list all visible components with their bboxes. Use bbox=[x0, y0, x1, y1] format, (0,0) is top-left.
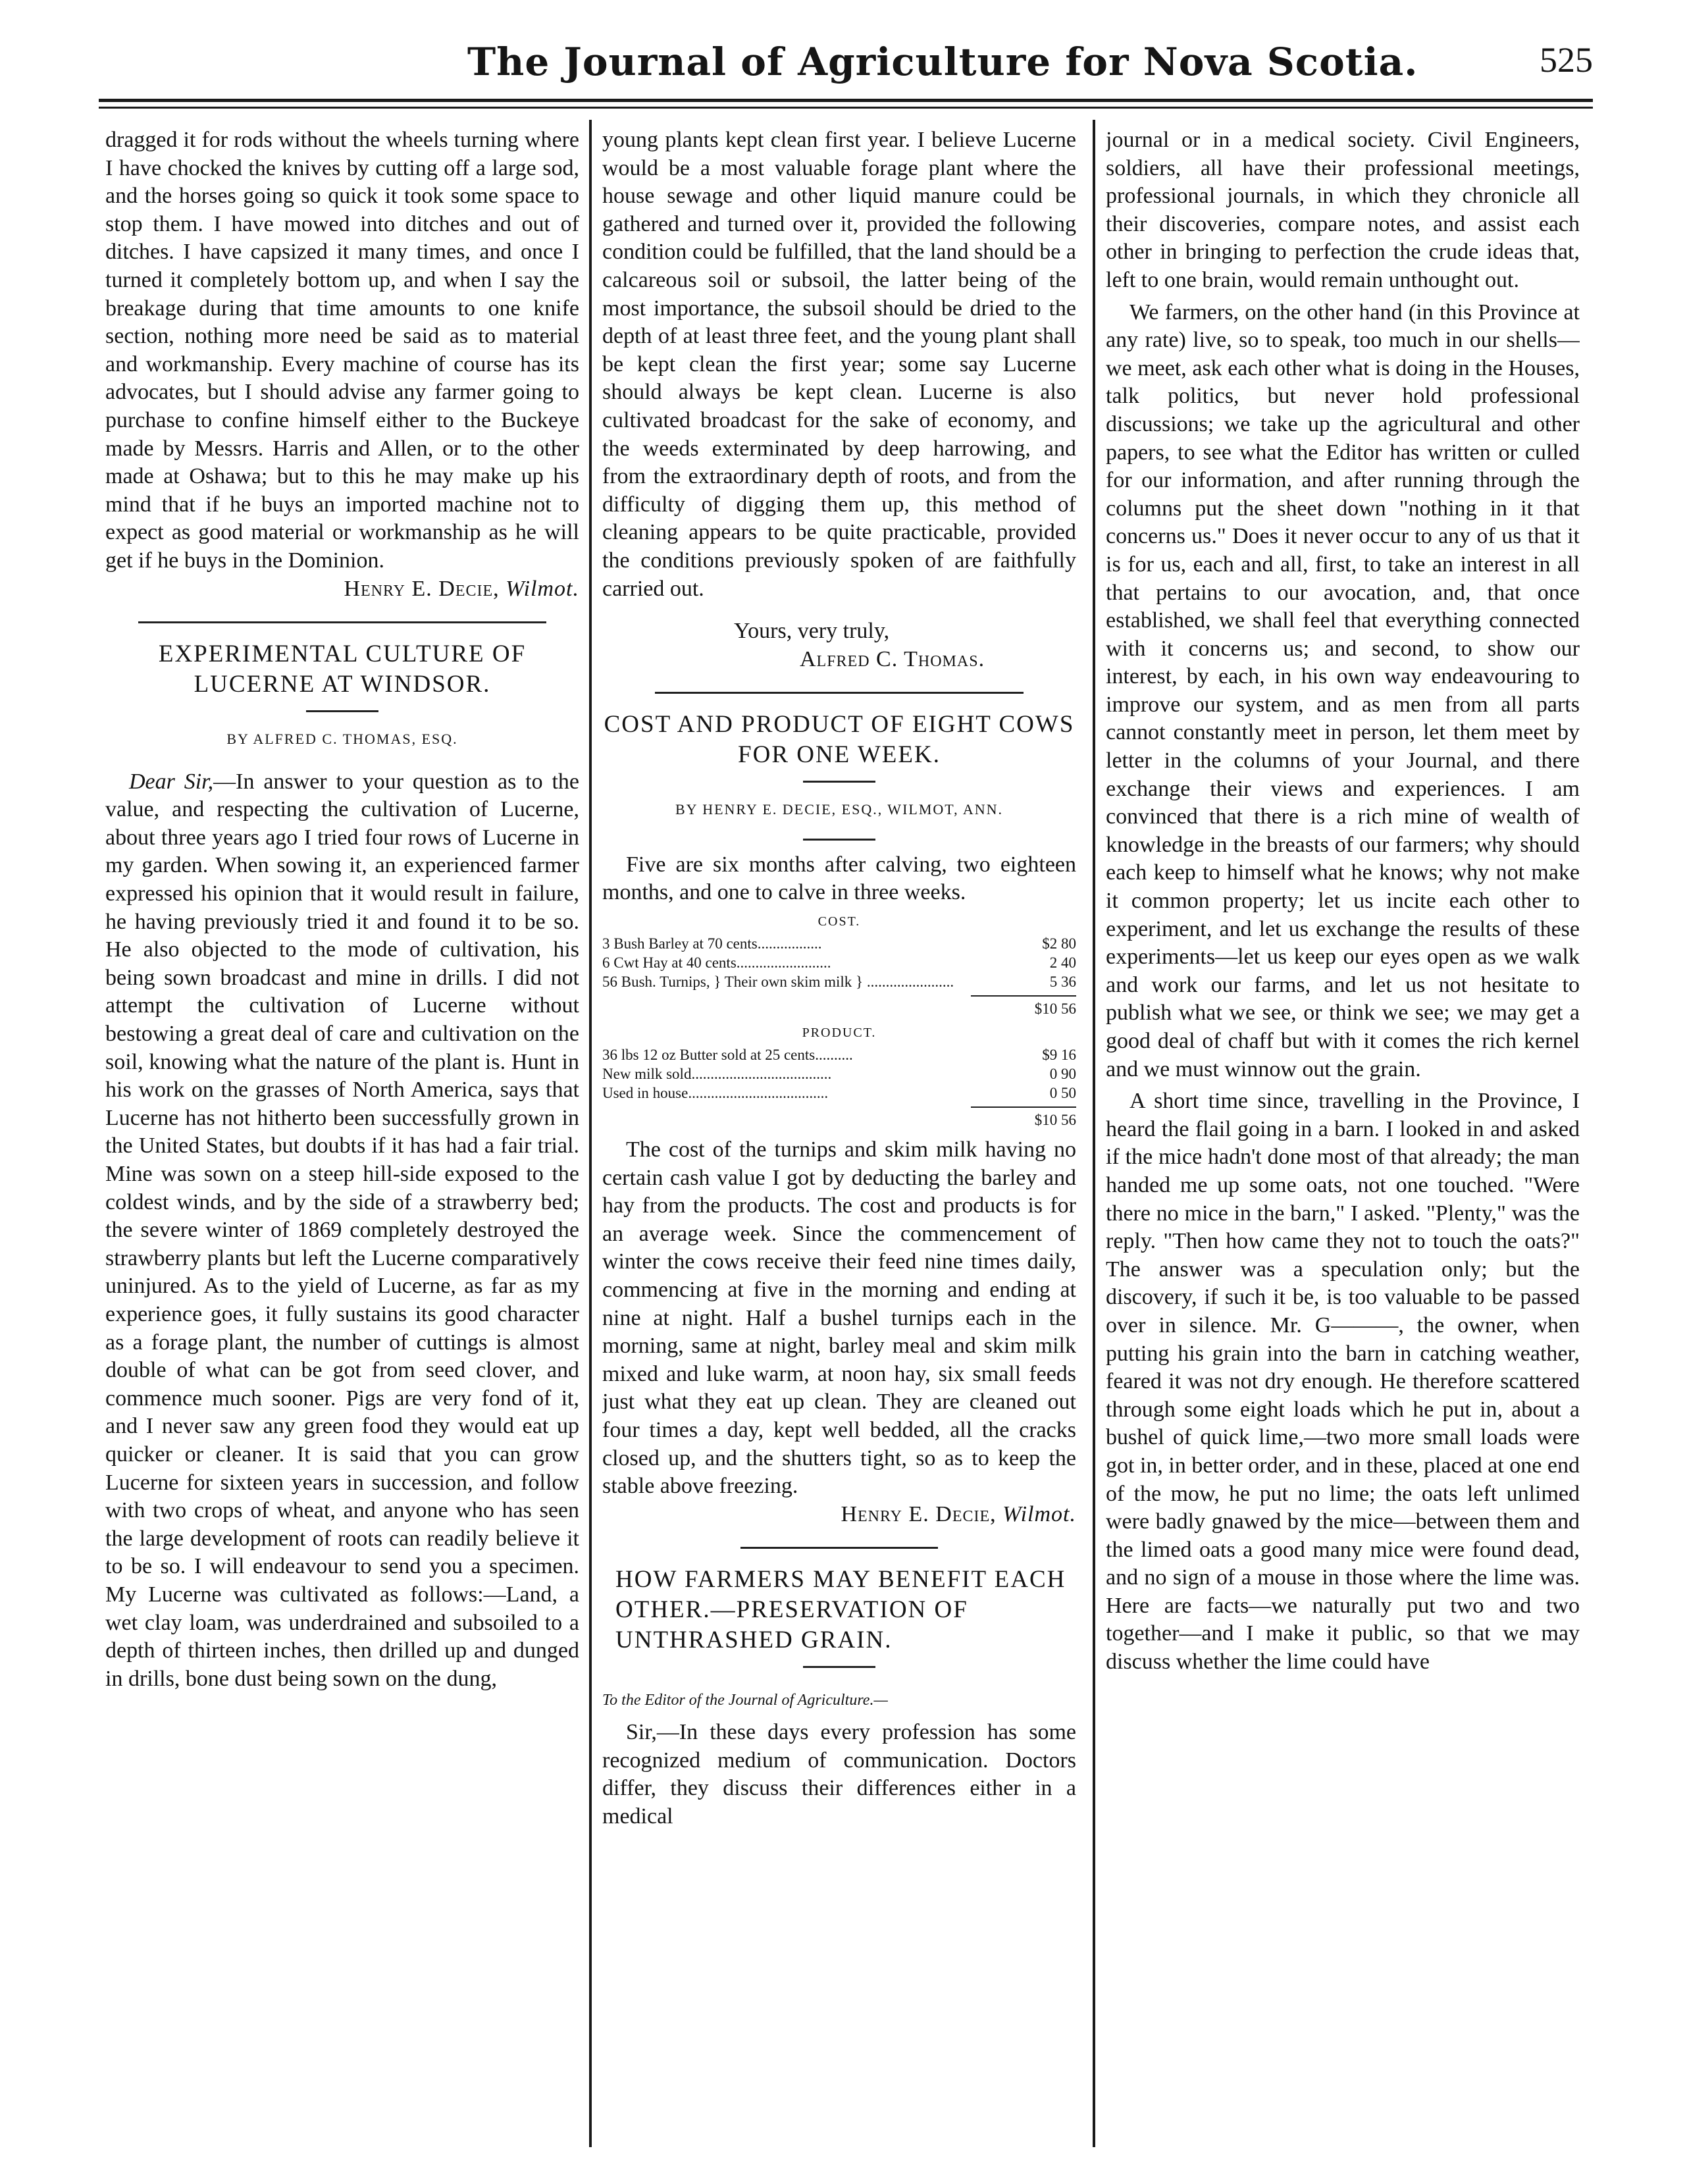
product-amount: $9 16 bbox=[1042, 1047, 1076, 1064]
cost-row bbox=[602, 953, 1076, 972]
paragraph: A short time since, travelling in the Province, I heard the flail going in a barn. I looked in and asked if the mice hadn't done most of that already; the man handed me up some oats, not one touched. "Were there no mice in the barn," I asked. "Plenty," was the reply. "Then how came they not to touch the oats?" The answer was a speculation only; but the discovery, if such it be, is too valuable to be passed over in silence. Mr. G———, the owner, when putting his grain into the barn in catching weather, feared it was not dry enough. He therefore scattered through some eight loads which he put in, about a bushel of quick lime,—two more small loads were got in, in better order, and in these, placed at one end of the mow, he put no lime; the oats left unlimed were badly gnawed by the mice—between them and the limed oats a good many mice were found dead, and no sign of a mouse in those where the lime was. Here are facts—we naturally put two and two together—and I make it public, so that we may discuss whether the lime could have bbox=[1106, 1089, 1580, 1675]
account-table bbox=[602, 912, 1076, 1130]
signature-name: Henry E. Decie, bbox=[344, 576, 500, 601]
product-item: 36 lbs 12 oz Butter sold at 25 cents.......... bbox=[602, 1047, 853, 1064]
salutation: Dear Sir, bbox=[129, 769, 214, 794]
journal-title: The Journal of Agriculture for Nova Scotia. bbox=[467, 39, 1418, 84]
column-divider-1 bbox=[589, 120, 592, 2147]
header-rule-bottom bbox=[99, 107, 1593, 109]
section-rule bbox=[655, 692, 1024, 694]
cost-item: 6 Cwt Hay at 40 cents......................... bbox=[602, 954, 831, 972]
signoff-name: Alfred C. Thomas. bbox=[800, 646, 985, 671]
continuation-text: journal or in a medical society. Civil Engineers, soldiers, all have their professional meetings, professional journals, in which they chronicle all their discoveries, compare notes, and assist each other in bringing to perfection the crude ideas that, left to one brain, would remain unthought out. bbox=[1106, 128, 1580, 292]
cost-amount: 5 36 bbox=[1049, 974, 1076, 991]
column-2 bbox=[602, 126, 1076, 2154]
cost-heading: COST. bbox=[818, 914, 861, 929]
product-amount: 0 90 bbox=[1049, 1066, 1076, 1083]
product-row bbox=[602, 1083, 1076, 1103]
column-1 bbox=[105, 126, 579, 2154]
article-body-lucerne bbox=[105, 768, 579, 1694]
signature bbox=[105, 575, 579, 604]
product-item: New milk sold..................................... bbox=[602, 1066, 832, 1083]
header-rule-top bbox=[99, 99, 1593, 102]
column-3 bbox=[1106, 126, 1580, 2154]
section-rule bbox=[138, 621, 546, 623]
page-number: 525 bbox=[1540, 40, 1593, 80]
farmers-body-start: Sir,—In these days every profession has some recognized medium of communication. Doctors differ, they discuss their differences either in a medical bbox=[602, 1719, 1076, 1829]
to-editor-line: To the Editor of the Journal of Agriculture.— bbox=[602, 1692, 888, 1709]
article-title-lucerne: EXPERIMENTAL CULTURE OF LUCERNE AT WINDSOR. bbox=[158, 640, 527, 698]
column-divider-2 bbox=[1093, 120, 1095, 2147]
cost-item: 3 Bush Barley at 70 cents................. bbox=[602, 935, 822, 952]
signature-place: Wilmot. bbox=[1002, 1501, 1076, 1526]
section-rule bbox=[740, 1547, 938, 1549]
signoff: Yours, very truly, bbox=[734, 619, 890, 644]
cows-body: The cost of the turnips and skim milk having no certain cash value I got by deducting the barley and hay from the products. The cost and products is for an average week. Since the commencement of winter the cows receive their feed nine times daily, commencing at five in the morning and ending at nine at night. Half a bushel turnips each in the morning, same at night, barley meal and skim milk mixed and luke warm, at noon hay, six small feeds just what they eat up clean. They are cleaned out four times a day, kept well bedded, all the cracks closed up, and the shutters tight, so as to keep the stable above freezing. bbox=[602, 1137, 1076, 1499]
product-item: Used in house..................................... bbox=[602, 1085, 829, 1102]
signature bbox=[602, 1501, 1076, 1529]
signature-name: Henry E. Decie, bbox=[841, 1501, 997, 1526]
product-row bbox=[602, 1045, 1076, 1064]
product-heading: PRODUCT. bbox=[802, 1026, 877, 1041]
cost-amount: $2 80 bbox=[1042, 935, 1076, 952]
cost-row bbox=[602, 934, 1076, 953]
continuation-text: young plants kept clean first year. I believe Lucerne would be a most valuable forage plant where the house sewage and other liquid manure could be gathered and turned over it, provided the following condition could be fulfilled, that the land should be a calcareous soil or subsoil, the latter being of the most importance, the subsoil should be dried to the depth of at least three feet, and the young plant shall be kept clean the first year; some say Lucerne should always be kept clean. Lucerne is also cultivated broadcast for the sake of economy, and the weeds exterminated by deep harrowing, and from the extraordinary depth of roots, and from the difficulty of digging them up, this method of cleaning appears to be quite practicable, provided the conditions previously spoken of are faithfully carried out. bbox=[602, 128, 1076, 601]
cost-item: 56 Bush. Turnips, } Their own skim milk } ....................... bbox=[602, 974, 954, 991]
cost-row bbox=[602, 972, 1076, 991]
lucerne-text: —In answer to your question as to the value, and respecting the cultivation of Lucerne, about three years ago I tried four rows of Lucerne in my garden. When sowing it, an experienced farmer expressed his opinion that it would result in failure, he having previously tried it and found it to be so. He also objected to the mode of cultivation, his being sown broadcast and mine in drills. I did not attempt the cultivation of Lucerne without bestowing a great deal of care and cultivation on the soil, knowing what the nature of the plant is. Hunt in his work on the grasses of North America, says that Lucerne has not hitherto been successfully grown in the United States, but doubts if it has had a fair trial. Mine was sown on a steep hill-side exposed to the coldest winds, and by the side of a strawberry bed; the severe winter of 1869 completely destroyed the strawberry plants but left the Lucerne comparatively uninjured. As to the yield of Lucerne, as far as my experience goes, it fully sustains its good character as a forage plant, the number of cuttings is almost double of what can be got from seed clover, and commence much sooner. Pigs are very fond of it, and I never saw any green food they would eat up quicker or cleaner. It is said that you can grow Lucerne for sixteen years in succession, and follow with two crops of wheat, and anyone who has seen the large development of roots can readily believe it to be so. I will endeavour to send you a specimen. My Lucerne was cultivated as follows:—Land, a wet clay loam, was underdrained and subsoiled to a depth of thirteen inches, then drilled up and dunged in drills, bone dust being sown on the dung, bbox=[105, 769, 579, 1691]
article-title-farmers: HOW FARMERS MAY BENEFIT EACH OTHER.—PRESERVATION OF UNTHRASHED GRAIN. bbox=[615, 1566, 1066, 1654]
title-rule bbox=[306, 710, 378, 712]
byline-rule bbox=[803, 839, 875, 841]
product-amount: 0 50 bbox=[1049, 1085, 1076, 1102]
product-total: $10 56 bbox=[971, 1106, 1076, 1130]
byline-decie: BY HENRY E. DECIE, ESQ., WILMOT, ANN. bbox=[675, 801, 1004, 818]
byline-thomas: BY ALFRED C. THOMAS, ESQ. bbox=[226, 731, 458, 748]
cost-amount: 2 40 bbox=[1049, 954, 1076, 972]
product-row bbox=[602, 1064, 1076, 1083]
title-rule bbox=[803, 781, 875, 783]
article-title-cows: COST AND PRODUCT OF EIGHT COWS FOR ONE WEEK. bbox=[604, 711, 1075, 769]
title-rule bbox=[803, 1666, 875, 1668]
signature-place: Wilmot. bbox=[506, 576, 579, 601]
paragraph: We farmers, on the other hand (in this Province at any rate) live, so to speak, too much in our shells—we meet, ask each other what is doing in the Houses, talk politics, but never hold professional discussions; we take up the agricultural and other papers, to see what the Editor has written or culled for our information, and after running through the columns put the sheet down "nothing in it that concerns us." Does it never occur to any of us that it is for us, each and all, first, to take an interest in all that pertains to our avocation, and, that once established, we shall feel that everything connected with it concerns us; and second, to show our interest, by each, in his own way endeavouring to improve our system, and as men from all parts cannot constantly meet in person, let them meet by letter in the columns of your Journal, and there exchange their views and experiences. I am convinced that there is a rich mine of wealth of knowledge in the breasts of our farmers; why should each keep to himself what he knows; why not make it common property; let us incite each other to experiment, and let us exchange the results of these experiments—let us keep our eyes open as we walk and work our farms, and let us not hesitate to publish what we see, or think we see; we may get a good deal of chaff but with it comes the rich kernel and we must winnow out the grain. bbox=[1106, 299, 1580, 1081]
continuation-text: dragged it for rods without the wheels turning where I have chocked the knives by cutting off a large sod, and the horses going so quick it took some space to stop them. I have mowed into ditches and out of ditches. I have capsized it many times, and once I turned it completely bottom up, and when I say the breakage during that time amounts to one knife section, nothing more need be said as to material and workmanship. Every machine of course has its advocates, but I should advise any farmer going to purchase to confine himself either to the Buckeye made by Messrs. Harris and Allen, or to the other made at Oshawa; but to this he may make up his mind that if he buys an imported machine not to expect as good material or workmanship as he will get if he buys in the Dominion. bbox=[105, 128, 579, 573]
masthead bbox=[99, 34, 1593, 93]
cost-total: $10 56 bbox=[971, 995, 1076, 1018]
intro-text: Five are six months after calving, two eighteen months, and one to calve in three weeks. bbox=[602, 852, 1076, 905]
